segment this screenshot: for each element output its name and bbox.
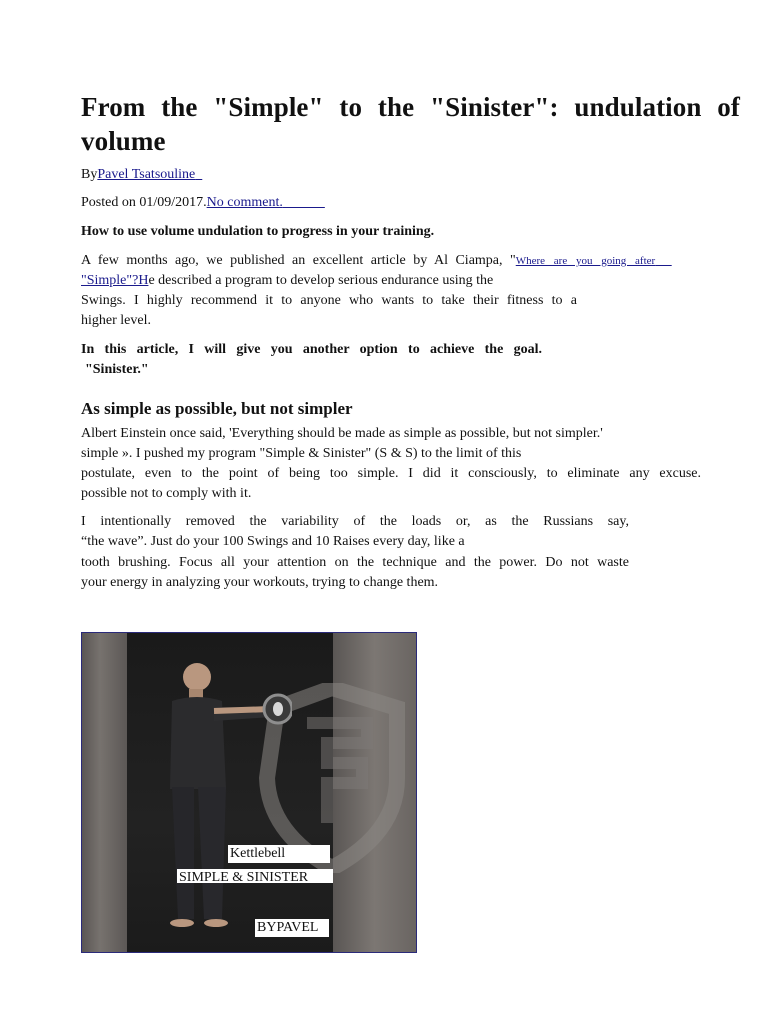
paragraph-3-line-4: possible not to comply with it. bbox=[81, 486, 252, 501]
paragraph-4-line-4: your energy in analyzing your workouts, trying to change them. bbox=[81, 575, 439, 590]
comment-link-trail bbox=[283, 195, 325, 210]
lead-text: How to use volume undulation to progress in your training. bbox=[81, 224, 435, 239]
article-link[interactable]: Where are you going after bbox=[515, 255, 656, 267]
article-link-continued[interactable]: "Simple"?H bbox=[81, 273, 149, 288]
p1-line2: e described a program to develop serious endurance using the bbox=[148, 273, 494, 288]
byline bbox=[81, 165, 202, 185]
athlete-with-kettlebell-icon bbox=[142, 649, 292, 929]
paragraph-3-line-3: postulate, even to the point of being too simple. I did it consciously, to eliminate any excuse. bbox=[81, 466, 701, 481]
paragraph-1-line-1 bbox=[81, 251, 696, 271]
p1-text: A few months ago, we published an excellent article by Al Ciampa, " bbox=[81, 253, 516, 268]
paragraph-1-line-2 bbox=[81, 271, 493, 291]
cover-label-kettlebell: Kettlebell bbox=[228, 845, 330, 863]
article-link-trail bbox=[655, 255, 672, 267]
article-title: From the "Simple" to the "Sinister": undulation of volume bbox=[81, 92, 740, 156]
paragraph-1-line-4: higher level. bbox=[81, 313, 151, 328]
cover-label-author: BYPAVEL bbox=[255, 919, 329, 937]
author-link-trail bbox=[195, 167, 202, 182]
byline-prefix: By bbox=[81, 167, 98, 182]
cover-label-title: SIMPLE & SINISTER bbox=[177, 869, 333, 883]
comment-link[interactable]: No comment. bbox=[206, 195, 283, 210]
paragraph-3-line-1: Albert Einstein once said, 'Everything should be made as simple as possible, but not simpler.' bbox=[81, 426, 603, 441]
paragraph-4-line-3: tooth brushing. Focus all your attention on the technique and the power. Do not waste bbox=[81, 555, 629, 570]
paragraph-2-line-2: "Sinister." bbox=[85, 362, 149, 377]
paragraph-2-line-1: In this article, I will give you another option to achieve the goal. bbox=[81, 342, 542, 357]
section-heading: As simple as possible, but not simpler bbox=[81, 399, 353, 418]
author-link[interactable]: Pavel Tsatsouline bbox=[97, 167, 196, 182]
cover-panel-left bbox=[82, 633, 127, 952]
paragraph-1-line-3: Swings. I highly recommend it to anyone who wants to take their fitness to a bbox=[81, 293, 577, 308]
post-meta bbox=[81, 193, 325, 213]
book-cover-image bbox=[81, 632, 417, 953]
posted-date: Posted on 01/09/2017. bbox=[81, 195, 207, 210]
paragraph-3-line-2: simple ». I pushed my program "Simple & Sinister" (S & S) to the limit of this bbox=[81, 446, 522, 461]
paragraph-4-line-2: “the wave”. Just do your 100 Swings and 10 Raises every day, like a bbox=[81, 534, 465, 549]
paragraph-4-line-1: I intentionally removed the variability of the loads or, as the Russians say, bbox=[81, 514, 629, 529]
